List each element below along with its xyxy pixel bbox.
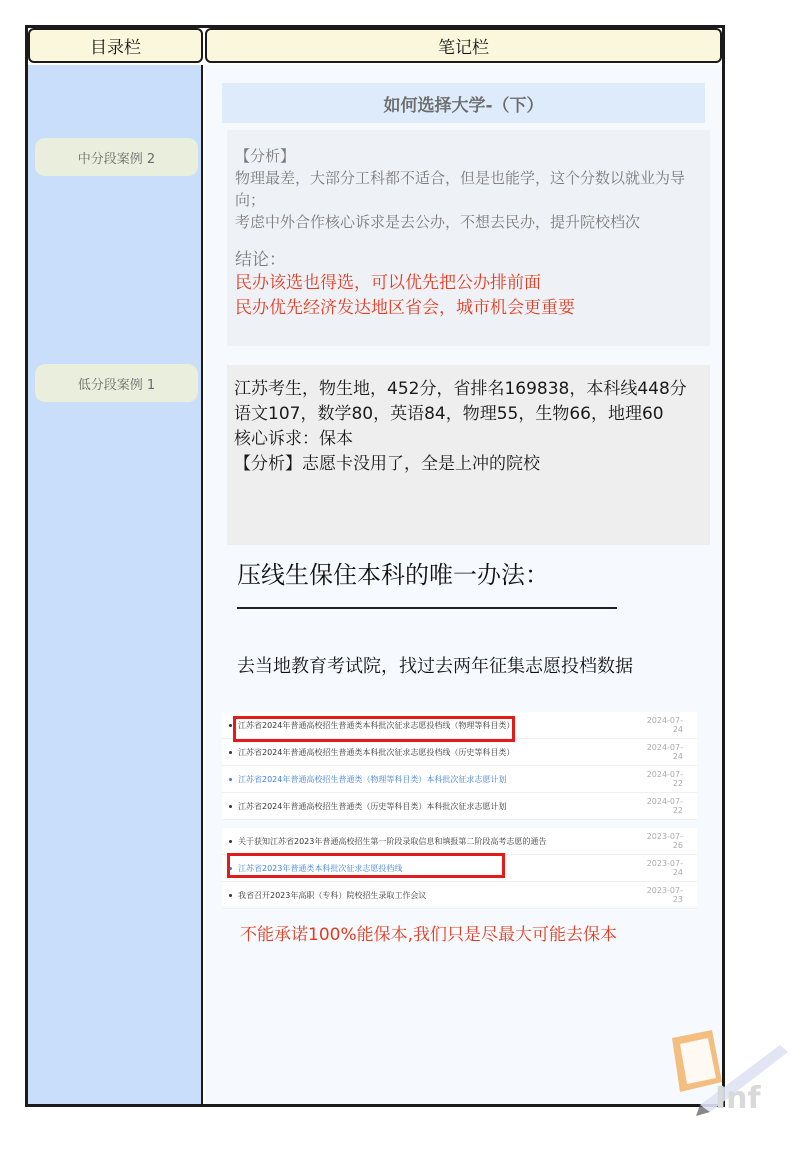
bullet-icon bbox=[229, 778, 232, 781]
watermark-text: Inf bbox=[715, 1081, 761, 1116]
bullet-icon bbox=[229, 840, 232, 843]
blank-line bbox=[237, 607, 617, 609]
bullet-icon bbox=[229, 724, 232, 727]
notes-header: 笔记栏 bbox=[205, 28, 722, 63]
analysis-line: 考虑中外合作核心诉求是去公办，不想去民办，提升院校档次 bbox=[235, 213, 641, 231]
catalog-header: 目录栏 bbox=[28, 28, 203, 63]
highlight-box bbox=[227, 853, 505, 878]
disclaimer: 不能承诺100%能保本,我们只是尽最大可能去保本 bbox=[240, 925, 618, 945]
analysis-line: 物理最差，大部分工科都不适合，但是也能学，这个分数以就业为导向； bbox=[235, 169, 686, 209]
method-heading: 压线生保住本科的唯一办法： bbox=[237, 561, 549, 589]
notes-main bbox=[205, 65, 722, 1104]
list-item[interactable]: 我省召开2023年高职（专科）院校招生录取工作会议 2023-07-23 bbox=[222, 882, 697, 909]
catalog-sidebar bbox=[28, 65, 203, 1104]
highlight-box bbox=[233, 716, 515, 742]
sidebar-item-mid-case-2[interactable]: 中分段案例 2 bbox=[35, 138, 198, 176]
conclusion-label: 结论： bbox=[235, 250, 286, 270]
case-line: 语文107，数学80，英语84，物理55，生物66，地理60 bbox=[234, 404, 664, 424]
list-item[interactable]: 江苏省2024年普通高校招生普通类本科批次征求志愿投档线（物理等科目类） 2024-07-24 bbox=[222, 712, 697, 739]
conclusion-line: 民办优先经济发达地区省会，城市机会更重要 bbox=[235, 298, 575, 318]
page-title: 如何选择大学-（下） bbox=[222, 83, 705, 123]
case-line: 江苏考生，物生地，452分，省排名169838，本科线448分 bbox=[234, 379, 687, 399]
analysis-block bbox=[227, 130, 710, 346]
list-item[interactable]: 江苏省2023年普通类本科批次征求志愿投档线 2023-07-24 bbox=[222, 855, 697, 882]
method-line: 去当地教育考试院，找过去两年征集志愿投档数据 bbox=[237, 656, 633, 677]
bullet-icon bbox=[229, 894, 232, 897]
analysis-heading: 【分析】 bbox=[235, 147, 296, 165]
bullet-icon bbox=[229, 805, 232, 808]
list-item[interactable]: 江苏省2024年普通高校招生普通类（历史等科目类）本科批次征求志愿计划 2024-07-22 bbox=[222, 793, 697, 820]
bullet-icon bbox=[229, 751, 232, 754]
watermark-logo bbox=[660, 1020, 800, 1130]
list-item[interactable]: 关于获知江苏省2023年普通高校招生第一阶段录取信息和填报第二阶段高考志愿的通告 2023-07-26 bbox=[222, 828, 697, 855]
conclusion-line: 民办该选也得选，可以优先把公办排前面 bbox=[235, 273, 541, 293]
list-item[interactable]: 江苏省2024年普通高校招生普通类本科批次征求志愿投档线（历史等科目类） 2024-07-24 bbox=[222, 739, 697, 766]
case-block bbox=[227, 365, 710, 545]
sidebar-item-low-case-1[interactable]: 低分段案例 1 bbox=[35, 364, 198, 402]
case-line: 核心诉求：保本 bbox=[234, 429, 353, 449]
list-item[interactable]: 江苏省2024年普通高校招生普通类（物理等科目类）本科批次征求志愿计划 2024-07-22 bbox=[222, 766, 697, 793]
case-line: 【分析】志愿卡没用了，全是上冲的院校 bbox=[234, 454, 540, 474]
notes-frame bbox=[25, 25, 725, 1107]
